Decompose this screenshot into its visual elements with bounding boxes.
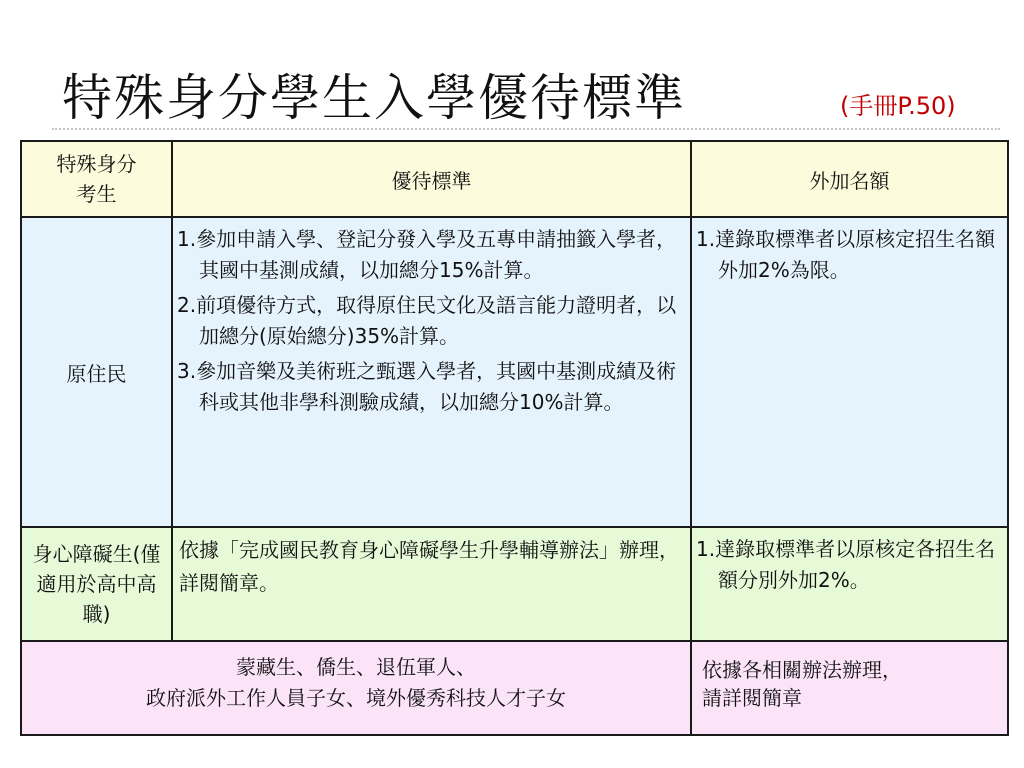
category-cell-indigenous [21,217,172,527]
title-divider [52,128,1000,130]
standards-cell-indigenous [172,217,691,527]
standard-item: 3.參加音樂及美術班之甄選入學者，其國中基測成績及術科或其他非學科測驗成績，以加總分10%計算。 [177,359,677,414]
handbook-page-reference: (手冊P.50) [840,92,956,120]
standard-text: 依據「完成國民教育身心障礙學生升學輔導辦法」辦理，詳閱簡章。 [179,538,679,595]
quota-line: 請詳閱簡章 [702,686,802,710]
category-label: 身心障礙生(僅適用於高中高職) [32,542,161,626]
quota-item: 1.達錄取標準者以原核定招生名額外加2%為限。 [696,227,996,282]
table-row-other-categories [21,641,1008,735]
quota-cell-disabled [691,527,1008,641]
header-extra-quota [691,141,1008,217]
quota-cell-other [691,641,1008,735]
table-header-row [21,141,1008,217]
category-cell-other [21,641,691,735]
quota-item: 1.達錄取標準者以原核定各招生名額分別外加2%。 [696,537,996,592]
standards-cell-disabled [172,527,691,641]
header-special-status-label: 特殊身分 考生 [56,152,137,206]
header-special-status [21,141,172,217]
category-cell-disabled [21,527,172,641]
category-line: 政府派外工作人員子女、境外優秀科技人才子女 [146,686,566,710]
category-line: 蒙藏生、僑生、退伍軍人、 [236,655,476,679]
table-row-indigenous [21,217,1008,527]
standard-item: 1.參加申請入學、登記分發入學及五專申請抽籤入學者，其國中基測成績，以加總分15%計算。 [177,227,677,282]
quota-line: 依據各相關辦法辦理， [702,658,902,682]
admission-preference-table [20,140,1009,736]
quota-cell-indigenous [691,217,1008,527]
header-extra-quota-label: 外加名額 [809,168,890,193]
standard-item: 2.前項優待方式，取得原住民文化及語言能力證明者，以加總分(原始總分)35%計算。 [177,293,677,348]
header-preference-standard-label: 優待標準 [391,168,472,193]
header-preference-standard [172,141,691,217]
category-label: 原住民 [66,361,127,386]
table-row-disabled [21,527,1008,641]
slide-title: 特殊身分學生入學優待標準 [62,69,686,127]
